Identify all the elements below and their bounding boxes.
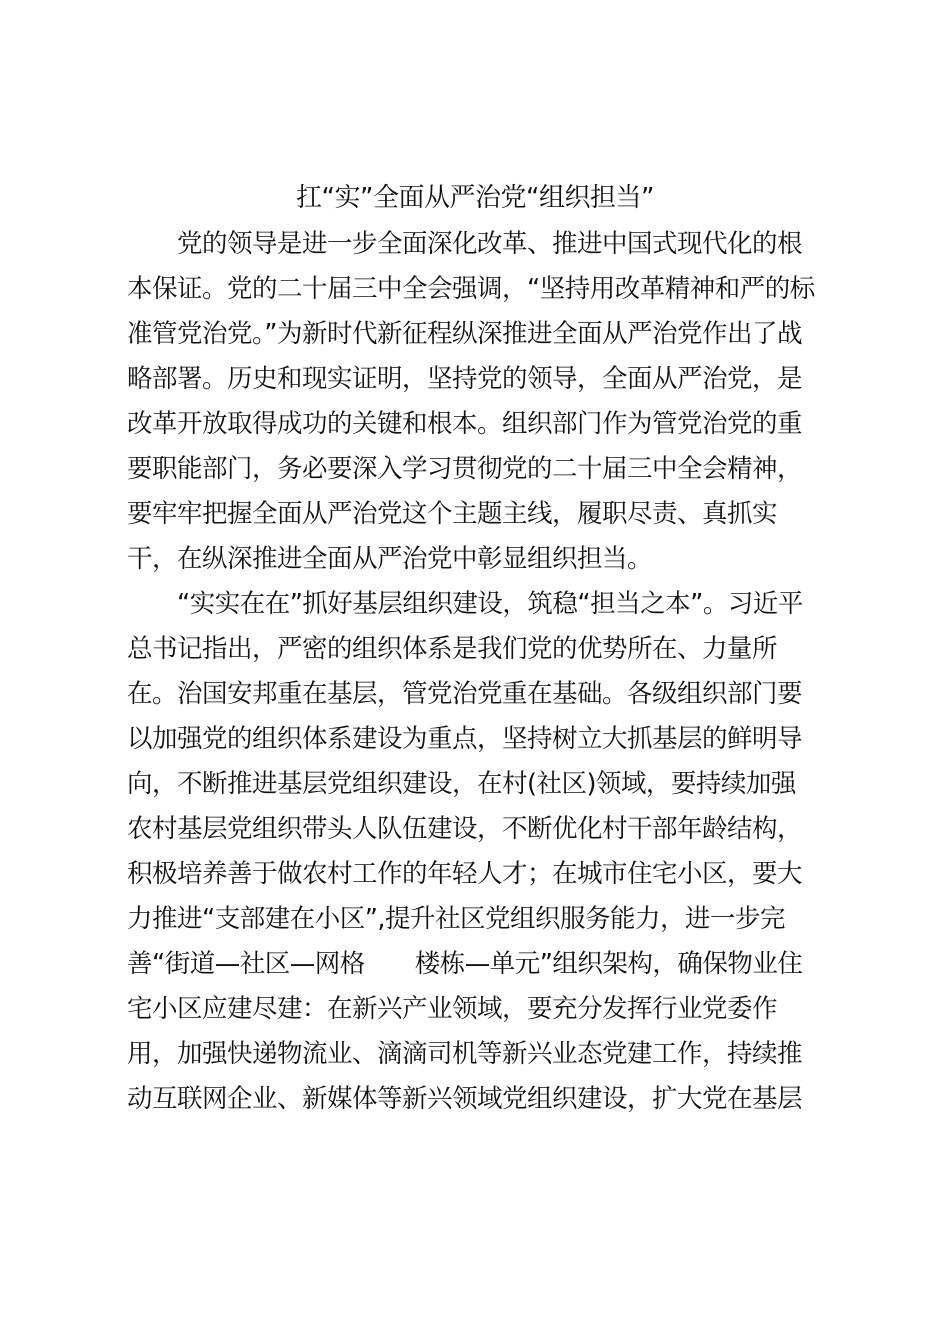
text-line: 改革开放取得成功的关键和根本。组织部门作为管党治党的重 [127, 409, 803, 439]
text-line: 用，加强快递物流业、滴滴司机等新兴业态党建工作，持续推 [127, 1039, 803, 1069]
text-line: 在。治国安邦重在基层，管党治党重在基础。各级组织部门要 [127, 679, 803, 709]
text-line: 农村基层党组织带头人队伍建设，不断优化村干部年龄结构， [127, 814, 803, 844]
text-line: 宅小区应建尽建：在新兴产业领域，要充分发挥行业党委作 [127, 994, 778, 1024]
text-line: 向，不断推进基层党组织建设，在村(社区)领域，要持续加强 [127, 769, 796, 799]
text-line: 积极培养善于做农村工作的年轻人才；在城市住宅小区，要大 [127, 859, 803, 889]
text-line: “实实在在”抓好基层组织建设，筑稳“担当之本”。习近平 [127, 589, 803, 619]
text-line: 善“街道—社区—网格 楼栋—单元”组织架构，确保物业住 [127, 949, 803, 979]
text-line: 动互联网企业、新媒体等新兴领域党组织建设，扩大党在基层 [127, 1084, 803, 1114]
text-line: 略部署。历史和现实证明，坚持党的领导，全面从严治党，是 [127, 364, 803, 394]
text-line: 总书记指出，严密的组织体系是我们党的优势所在、力量所 [127, 634, 778, 664]
text-line: 要职能部门，务必要深入学习贯彻党的二十届三中全会精神， [127, 454, 803, 484]
text-line: 干，在纵深推进全面从严治党中彰显组织担当。 [127, 544, 653, 574]
text-line: 以加强党的组织体系建设为重点，坚持树立大抓基层的鲜明导 [127, 724, 803, 754]
document-title: 扛“实”全面从严治党“组织担当” [296, 183, 654, 213]
text-line: 本保证。党的二十届三中全会强调，“坚持用改革精神和严的标 [127, 274, 815, 304]
text-line: 要牢牢把握全面从严治党这个主题主线，履职尽责、真抓实 [127, 499, 778, 529]
text-line: 党的领导是进一步全面深化改革、推进中国式现代化的根 [127, 229, 803, 259]
text-line: 准管党治党。”为新时代新征程纵深推进全面从严治党作出了战 [127, 319, 802, 349]
text-line: 力推进“支部建在小区”,提升社区党组织服务能力，进一步完 [127, 904, 786, 934]
